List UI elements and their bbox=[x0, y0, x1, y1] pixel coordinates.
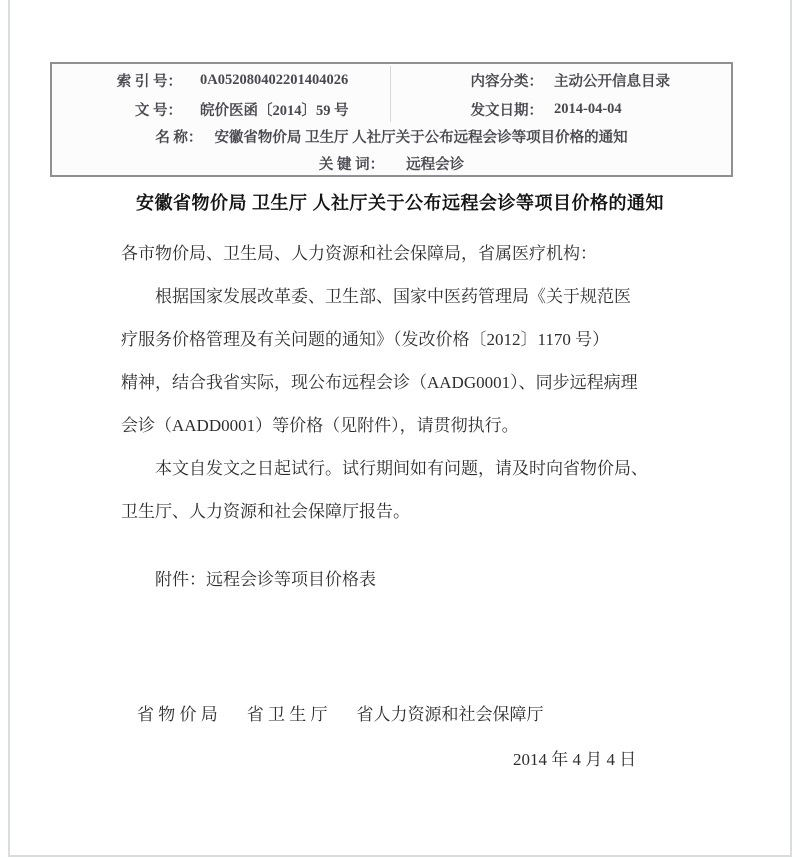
metadata-right-column bbox=[391, 66, 731, 122]
category-row bbox=[391, 66, 731, 95]
category-label: 内容分类： bbox=[470, 74, 543, 90]
metadata-top-grid bbox=[52, 64, 731, 122]
document-body bbox=[121, 232, 699, 781]
keyword-label: 关 键 词： bbox=[318, 156, 385, 173]
signer-health-department: 省 卫 生 厅 bbox=[246, 705, 328, 724]
body-line: 卫生厅、人力资源和社会保障厅报告。 bbox=[121, 502, 410, 521]
body-line: 会诊（AADD0001）等价格（见附件），请贯彻执行。 bbox=[121, 416, 519, 435]
body-line: 疗服务价格管理及有关问题的通知》（发改价格〔2012〕1170 号） bbox=[121, 330, 610, 349]
body-line: 精神，结合我省实际，现公布远程会诊（AADG0001）、同步远程病理 bbox=[121, 373, 638, 392]
document-title: 安徽省物价局 卫生厅 人社厅关于公布远程会诊等项目价格的通知 bbox=[136, 193, 664, 213]
doc-number-row bbox=[52, 95, 390, 124]
metadata-table bbox=[50, 62, 733, 177]
signer-price-bureau: 省 物 价 局 bbox=[137, 705, 218, 724]
issue-date-label: 发文日期： bbox=[470, 103, 543, 119]
metadata-left-column bbox=[52, 66, 391, 122]
category-value: 主动公开信息目录 bbox=[554, 74, 670, 90]
index-number-row bbox=[52, 66, 390, 95]
name-value: 安徽省物价局 卫生厅 人社厅关于公布远程会诊等项目价格的通知 bbox=[214, 130, 628, 146]
signer-hr-social-security: 省人力资源和社会保障厅 bbox=[356, 705, 544, 724]
doc-number-value: 皖价医函〔2014〕59 号 bbox=[200, 103, 349, 119]
attachment-line: 附件：远程会诊等项目价格表 bbox=[155, 570, 376, 589]
name-label: 名 称： bbox=[155, 130, 203, 146]
document-date: 2014 年 4 月 4 日 bbox=[513, 750, 637, 769]
index-number-label: 索 引 号： bbox=[116, 74, 182, 90]
issue-date-row bbox=[391, 95, 731, 124]
body-line: 本文自发文之日起试行。试行期间如有问题，请及时向省物价局、 bbox=[155, 459, 648, 478]
body-line-salutation: 各市物价局、卫生局、人力资源和社会保障局，省属医疗机构： bbox=[121, 244, 597, 263]
keyword-row bbox=[52, 151, 731, 175]
body-line: 根据国家发展改革委、卫生部、国家中医药管理局《关于规范医 bbox=[155, 287, 631, 306]
issue-date-value: 2014-04-04 bbox=[554, 101, 622, 117]
name-row bbox=[52, 122, 731, 151]
index-number-value: 0A052080402201404026 bbox=[200, 72, 349, 88]
signature-row bbox=[137, 693, 699, 736]
doc-number-label: 文 号： bbox=[134, 103, 182, 119]
keyword-value: 远程会诊 bbox=[406, 156, 465, 173]
